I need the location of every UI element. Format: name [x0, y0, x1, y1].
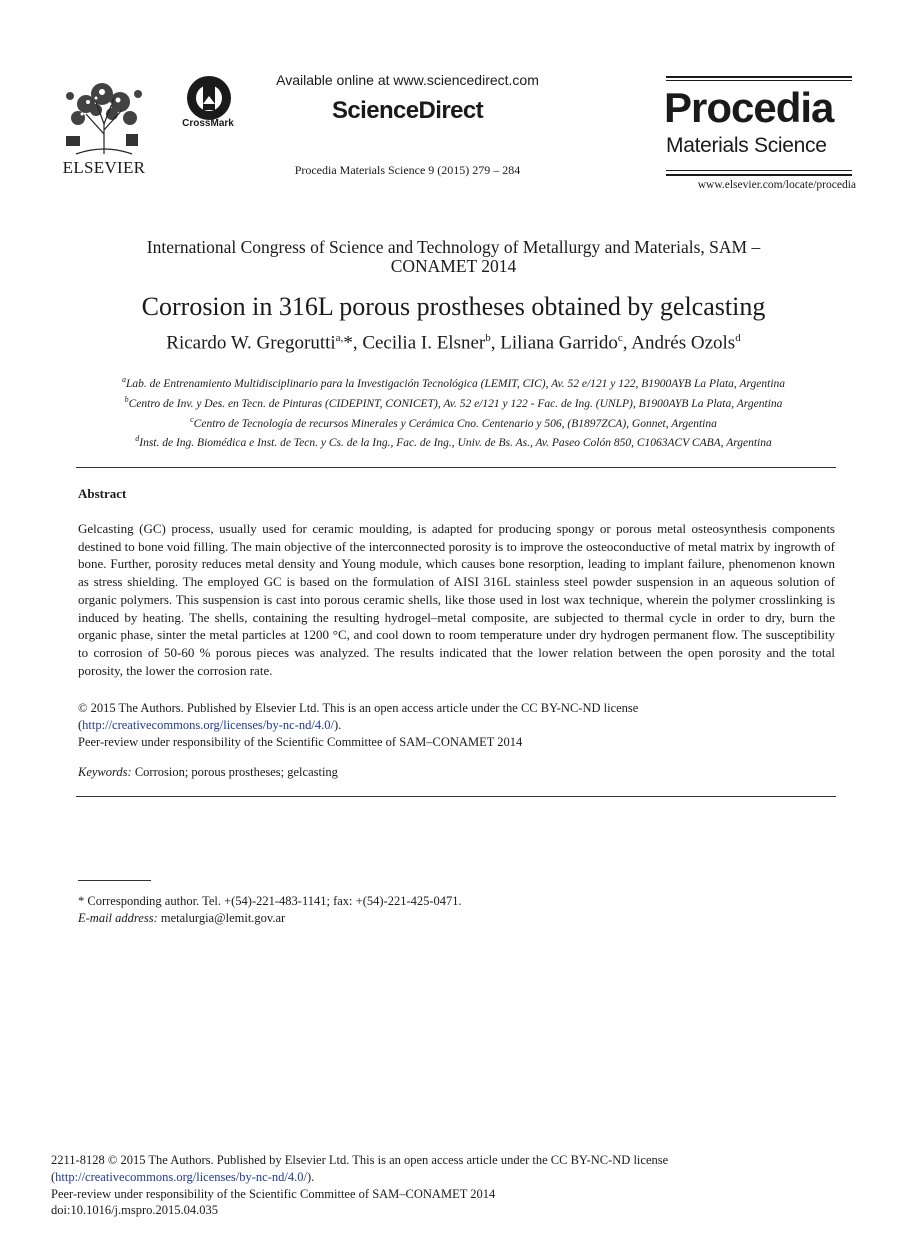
footer-issn-line: 2211-8128 © 2015 The Authors. Published by Elsevier Ltd. This is an open access article under the CC BY-NC-ND license: [51, 1153, 669, 1167]
footer-license-paren-close: ).: [306, 1170, 315, 1184]
procedia-rule-bottom: [666, 170, 852, 171]
available-online-text[interactable]: Available online at www.sciencedirect.com: [276, 72, 539, 88]
affiliation-list: [60, 372, 847, 451]
email-address[interactable]: metalurgia@lemit.gov.ar: [157, 911, 286, 925]
procedia-rule-bottom-2: [666, 174, 852, 176]
footer-license-line: [51, 1170, 314, 1185]
email-line: [78, 911, 285, 926]
license-paren-open: (: [78, 718, 83, 732]
crossmark-label: CrossMark: [182, 118, 234, 129]
author-affil-mark: a,: [335, 332, 344, 344]
footnote-rule: [78, 880, 151, 881]
affiliation-text: Centro de Inv. y Des. en Tecn. de Pinturas (CIDEPINT, CONICET), Av. 52 e/121 y 122 - Fac. de Ing. (UNLP), B1900AYB La Plata, Argentina: [128, 397, 783, 410]
section-divider-top: [76, 467, 836, 468]
author-name: Andrés Ozols: [631, 332, 736, 354]
affiliation-item: [60, 412, 847, 432]
paper-title: Corrosion in 316L porous prostheses obtained by gelcasting: [141, 292, 766, 321]
footer-peer-review: Peer-review under responsibility of the Scientific Committee of SAM–CONAMET 2014: [51, 1187, 496, 1201]
publisher-name: ELSEVIER: [62, 158, 146, 177]
congress-name: [80, 238, 827, 276]
copyright-line: © 2015 The Authors. Published by Elsevier Ltd. This is an open access article under the CC BY-NC-ND license: [78, 701, 639, 715]
affiliation-mark: b: [124, 394, 129, 404]
footer-license-link[interactable]: http://creativecommons.org/licenses/by-nc-nd/4.0/: [55, 1170, 307, 1184]
author-name: Cecilia I. Elsner: [362, 332, 486, 354]
corresponding-mark: *: [343, 332, 353, 354]
abstract-body: Gelcasting (GC) process, usually used for ceramic moulding, is adapted for producing spongy or porous metal osteosynthesis components destined to bone void filling. The main objective of the interconnected porosity is to improve the osteoconductive of metal matrix by ingrowth of bone. Further, porosity reduces metal density and Young module, which causes bone resorption, leading to implant failure, phenomenon known as stress shielding. The employed GC is based on the formulation of AISI 316L stainless steel powder suspension in an aqueous solution of organic polymers. This suspension is cast into porous ceramic shells, like those used in lost wax technique, wherein the polymer crosslinking is induced by heating. The shells, containing the resulting hydrogel–metal composite, are subjected to thermal cycle in order to dry, burn the organic phase, sinter the metal particles at 1200 °C, and cool down to room temperature under dry hydrogen permanent flow. The susceptibility to corrosion of 50-60 % porous pieces was analyzed. The results indicated that the lower relation between the open porosity and the total porosity, the lower the corrosion rate.: [78, 521, 835, 678]
footer-license-paren-open: (: [51, 1170, 56, 1184]
email-label: E-mail address:: [78, 911, 158, 925]
affiliation-item: [60, 372, 847, 392]
affiliation-item: [60, 431, 847, 451]
keywords-line: [78, 765, 338, 780]
license-line: [78, 717, 341, 734]
author-separator: ,: [622, 332, 632, 354]
journal-subtitle: Materials Science: [666, 134, 827, 157]
author-affil-mark: b: [485, 332, 491, 344]
keywords-label: Keywords:: [78, 765, 132, 779]
procedia-rule-top: [666, 76, 852, 78]
affiliation-mark: c: [190, 414, 194, 424]
abstract-heading: Abstract: [78, 486, 127, 501]
footer-doi[interactable]: doi:10.1016/j.mspro.2015.04.035: [51, 1203, 219, 1217]
sciencedirect-logo: ScienceDirect: [332, 97, 483, 124]
section-divider-bottom: [76, 796, 836, 797]
congress-line-1: International Congress of Science and Technology of Metallurgy and Materials, SAM –: [146, 237, 761, 257]
affiliation-text: Centro de Tecnología de recursos Minerales y Cerámica Cno. Centenario y 506, (B1897ZCA), Gonnet, Argentina: [193, 417, 717, 430]
author-list: [60, 332, 847, 354]
author-separator: ,: [490, 332, 501, 354]
author-name: Ricardo W. Gregorutti: [166, 332, 336, 354]
journal-brand: Procedia: [664, 84, 834, 131]
license-link[interactable]: http://creativecommons.org/licenses/by-nc-nd/4.0/: [82, 718, 334, 732]
peer-review-line: Peer-review under responsibility of the Scientific Committee of SAM–CONAMET 2014: [78, 735, 523, 749]
affiliation-mark: a: [121, 375, 126, 384]
journal-reference: Procedia Materials Science 9 (2015) 279 – 284: [294, 163, 521, 177]
author-affil-mark: c: [617, 332, 623, 344]
affiliation-item: [60, 392, 847, 412]
author-separator: ,: [352, 332, 363, 354]
keywords-text: Corrosion; porous prostheses; gelcasting: [131, 765, 338, 779]
license-paren-close: ).: [333, 718, 342, 732]
procedia-rule-top-2: [666, 80, 852, 81]
journal-url[interactable]: www.elsevier.com/locate/procedia: [697, 179, 856, 191]
congress-line-2: CONAMET 2014: [390, 256, 517, 276]
affiliation-text: Inst. de Ing. Biomédica e Inst. de Tecn. y Cs. de la Ing., Fac. de Ing., Univ. de Bs. As., Av. Paseo Colón 850, C1063ACV CABA, Argentina: [139, 437, 772, 450]
affiliation-mark: d: [135, 434, 140, 444]
affiliation-text: Lab. de Entrenamiento Multidisciplinario para la Investigación Tecnológica (LEMIT, CIC), Av. 52 e/121 y 122, B1900AYB La Plata, Argentina: [125, 377, 786, 390]
author-affil-mark: d: [735, 332, 741, 344]
corresponding-author-note: * Corresponding author. Tel. +(54)-221-483-1141; fax: +(54)-221-425-0471.: [78, 894, 462, 908]
author-name: Liliana Garrido: [500, 332, 618, 354]
